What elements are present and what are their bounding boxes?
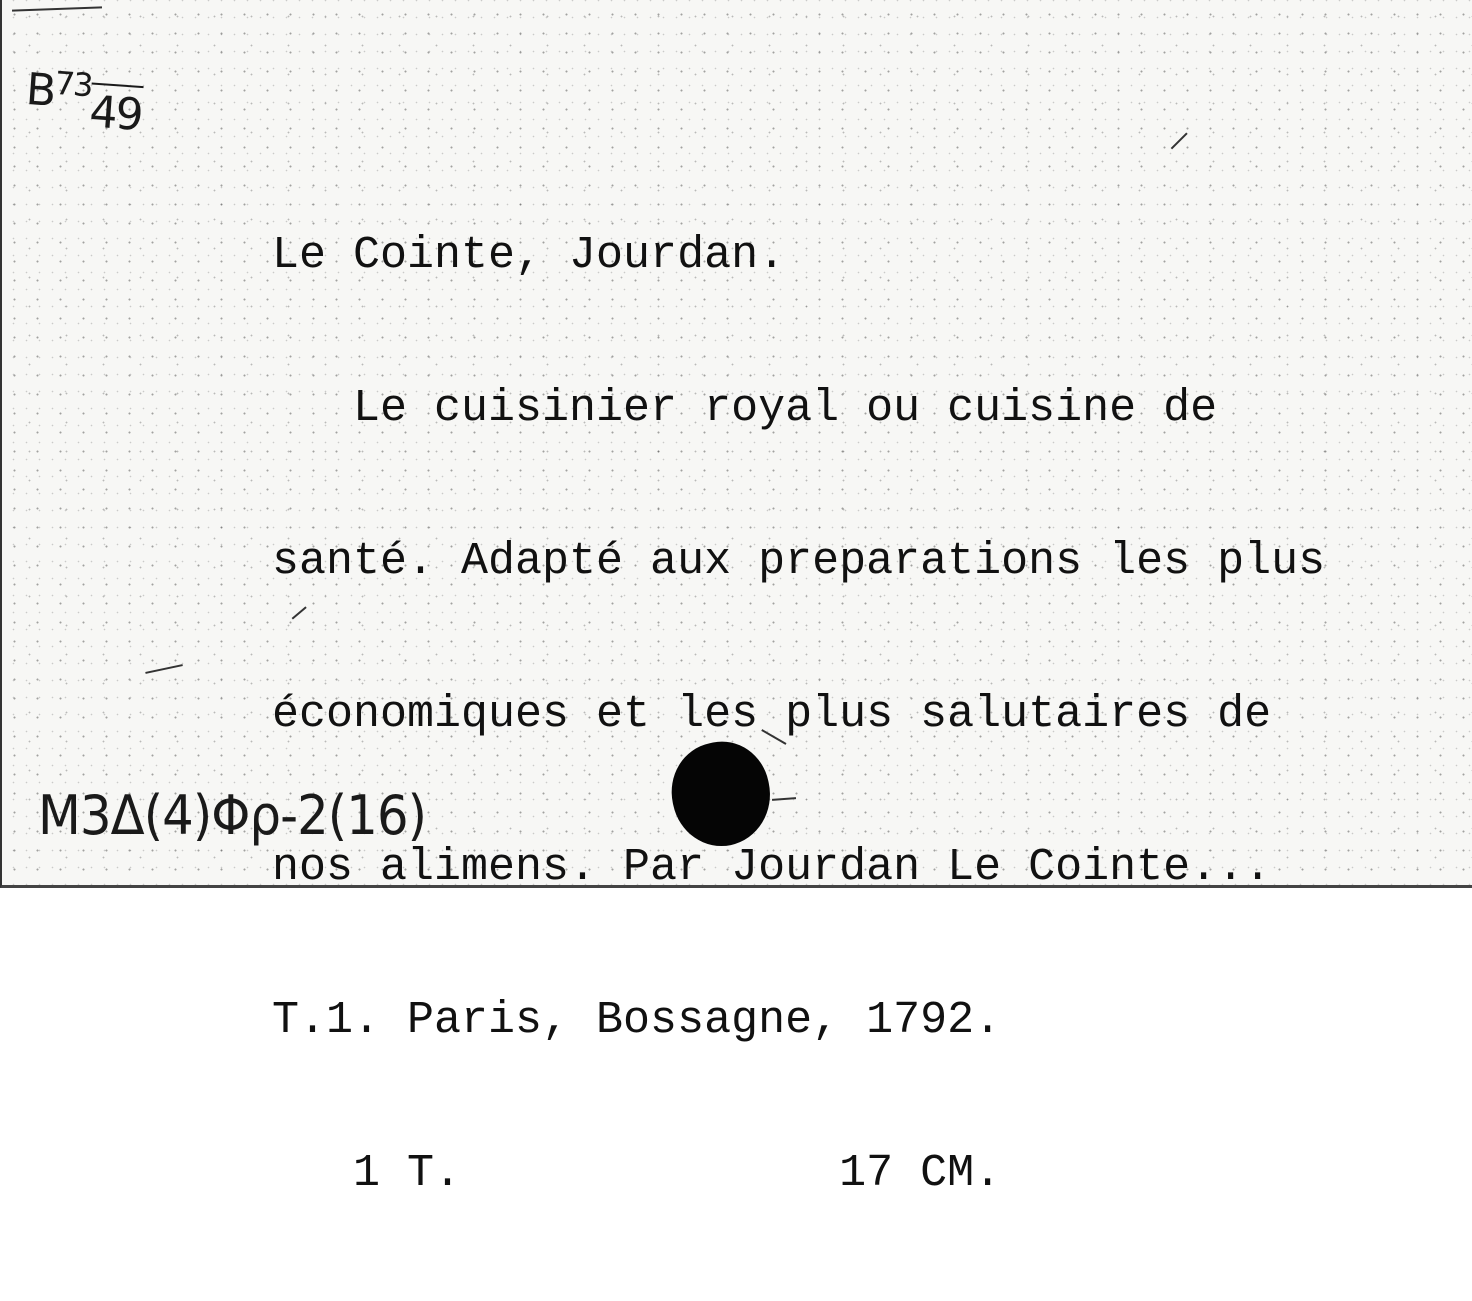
entry-imprint: T.1. Paris, Bossagne, 1792. — [272, 995, 1002, 1046]
entry-title-line-1: Le cuisinier royal ou cuisine de — [272, 383, 1218, 434]
call-number-prefix: B — [24, 63, 56, 117]
shelf-mark: M3Δ(4)Φρ-2(16) — [38, 784, 427, 847]
call-number-superscript: 73 — [53, 63, 93, 105]
entry-collation: 1 T. 17 CM. — [272, 1148, 1002, 1199]
entry-title-line-2: santé. Adapté aux preparations les plus — [272, 536, 1326, 587]
call-number-number: 49 — [88, 82, 144, 140]
bibliographic-entry — [272, 128, 1462, 1301]
entry-author: Le Cointe, Jourdan. — [272, 230, 786, 281]
scratch-mark — [12, 6, 102, 11]
entry-title-line-4: nos alimens. Par Jourdan Le Cointe... — [272, 842, 1272, 893]
call-number — [23, 62, 145, 141]
scratch-mark — [145, 664, 182, 673]
entry-title-line-3: économiques et les plus salutaires de — [272, 689, 1272, 740]
